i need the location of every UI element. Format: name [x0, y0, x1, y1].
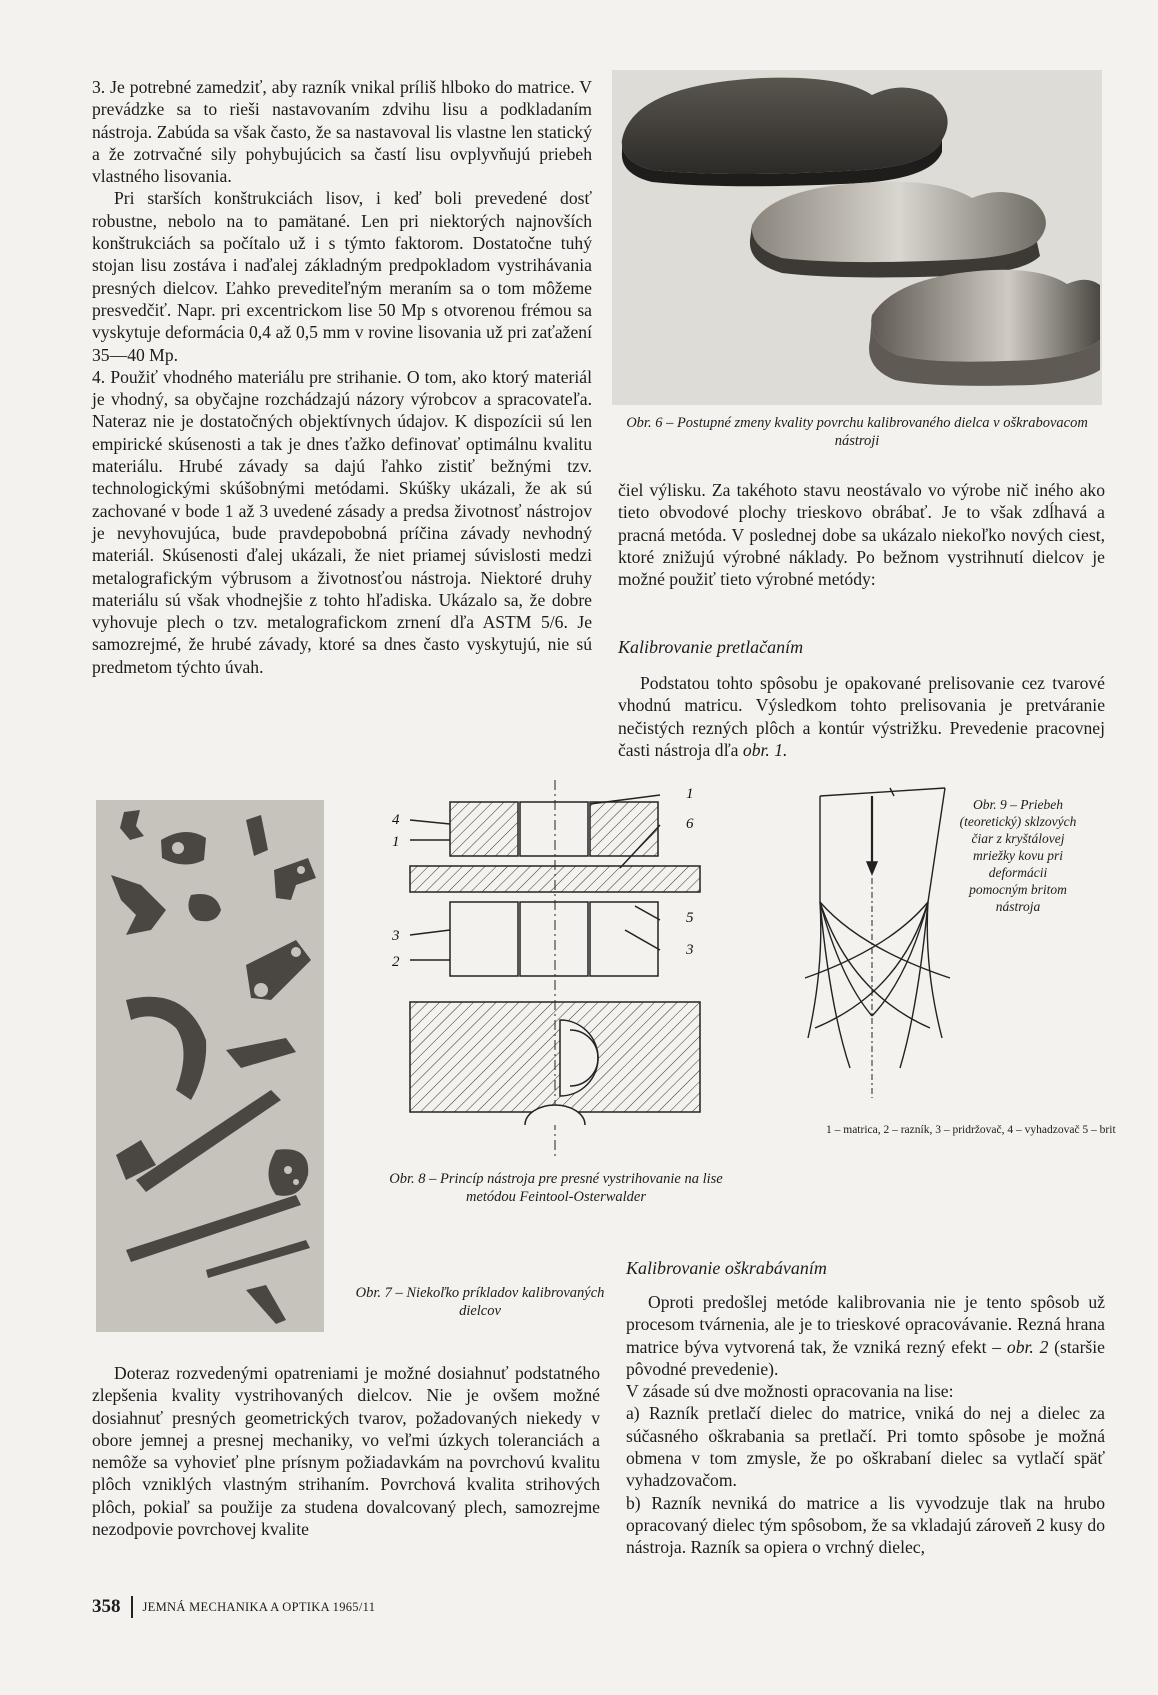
- fig8-label-1a: 1: [392, 834, 400, 850]
- footer-divider: [131, 1596, 133, 1618]
- fig8-label-4: 4: [392, 812, 400, 828]
- figure-7-label: Obr. 7 –: [355, 1285, 403, 1301]
- figure-8-caption: [386, 1170, 726, 1206]
- fig8-label-6: 6: [686, 816, 694, 832]
- figure-8-diagram: [390, 780, 720, 1160]
- left-column-text: [92, 76, 592, 678]
- heading-kalibrovanie-oskrabavanim: Kalibrovanie oškrabávaním: [626, 1258, 827, 1278]
- obr1-reference: obr. 1.: [742, 739, 788, 760]
- heading-kalibrovanie-pretlacanim: Kalibrovanie pretlačaním: [618, 637, 804, 657]
- obr2-reference: obr. 2: [1006, 1336, 1049, 1357]
- right-column-lower: [626, 1291, 1105, 1559]
- figure-6-label: Obr. 6 –: [626, 415, 674, 431]
- left-column-bottom: [92, 1362, 600, 1540]
- figure-8-caption-text: Princíp nástroja pre presné vystrihovanie na lise metódou Feintool-Osterwalder: [440, 1171, 723, 1205]
- figure-6-photo: [612, 70, 1102, 405]
- figure-7-photo: [96, 800, 324, 1332]
- paragraph-pretlacanie: [618, 672, 1105, 761]
- paragraph-oskrabavanie: [626, 1291, 1105, 1380]
- pretlacanie-text: Podstatou tohto spôsobu je opakované prelisovanie cez tvarové vhodnú matricu. Výsledkom tohto prelisovania je pretváranie nečistých rezných plôch a kontúr výstrižku. Prevedenie pracovnej časti nástroja dľa: [618, 673, 1105, 760]
- journal-name: JEMNÁ MECHANIKA A OPTIKA 1965/11: [142, 1599, 376, 1614]
- paragraph-option-a: a) Razník pretlačí dielec do matrice, vniká do nej a dielec za súčasného oškrabania sa pretlačí. Pri tomto spôsobe je možná obmena v tom zmysle, že po oškrabaní dielec sa vytlačí späť vyhadzovačom.: [626, 1403, 1105, 1491]
- figure-6-caption: [612, 414, 1102, 450]
- fig8-label-2: 2: [392, 954, 400, 970]
- figure-9-caption-text: Priebeh (teoretický) sklzových čiar z kryštálovej mriežky kovu pri deformácii pomocným britom nástroja: [959, 797, 1077, 914]
- page-number: 358: [92, 1596, 121, 1617]
- paragraph-point-4: 4. Použiť vhodného materiálu pre strihanie. O tom, ako ktorý materiál je vhodný, sa obyčajne rozchádzajú názory výrobcov a spracovateľa. Nateraz nie je dostatočných objektívnych údajov. K dispozícii sú len empirické skúsenosti a tak je dnes ťažko definovať optimálnu kvalitu materiálu. Hrubé závady sa dajú ľahko zistiť bežnými tzv. technologickými skúšobnými metódami. Skúšky ukázali, že ak sú zachované v bode 1 až 3 uvedené zásady a predsa životnosť nástrojov je nevyhovujúca, bude pravdepobobná príčina závady nevhodný materiál. Skúsenosti ďalej ukázali, že niet priamej súvislosti medzi metalografickým výbrusom a životnosťou nástroja. Niektoré druhy materiálu sú však vhodnejšie z tohto hľadiska. Ukázalo sa, že dobre vyhovuje plech o tzv. metalografickom zrnení dľa ASTM 5/6. Je samozrejmé, že hrubé závady, ktoré sa dnes často vyskytujú, nie sú predmetom týchto úvah.: [92, 366, 592, 677]
- figure-6-image: [612, 70, 1102, 405]
- page-footer: [92, 1596, 375, 1618]
- paragraph-possibilities: V zásade sú dve možnosti opracovania na lise:: [626, 1381, 954, 1402]
- figure-8-legend: 1 – matrica, 2 – razník, 3 – pridržovač, 4 – vyhadzovač 5 – brit: [826, 1124, 1116, 1136]
- fig8-label-1b: 1: [686, 786, 694, 802]
- paragraph-press-construction: Pri starších konštrukciách lisov, i keď boli prevedené dosť robustne, nebolo na to pamätané. Len pri niektorých najnovších konštrukciách sa počítalo už i s týmto faktorom. Dostatočne tuhý stojan lisu zostáva i naďalej základným predpokladom vystrihávania presných dielcov. Ľahko prevediteľným meraním sa o tom môžeme presvedčiť. Napr. pri excentrickom lise 50 Mp s otvorenou frémou sa vyskytuje deformácia 0,4 až 0,5 mm v rovine lisovania už pri zaťažení 35—40 Mp.: [92, 188, 592, 365]
- right-column-para1: [618, 672, 1105, 761]
- figure-7-caption: [350, 1284, 610, 1320]
- figure-9-label: Obr. 9 –: [972, 797, 1017, 812]
- figure-8-label: Obr. 8 –: [389, 1171, 437, 1187]
- fig8-label-5: 5: [686, 910, 694, 926]
- paragraph-conclusion: Doteraz rozvedenými opatreniami je možné dosiahnuť podstatného zlepšenia kvality vystrihovaných dielcov. Nie je ovšem možné dosiahnuť presných geometrických tvarov, požadovaných niekedy v obore jemnej a presnej mechaniky, vo veľmi úzkych toleranciách a nemôže sa vyhovieť plne prísnym požiadavkám na povrchovú kvalitu plôch vzniklých vlastným strihaním. Povrchová kvalita strihových plôch, pokiaľ sa použije za studena dovalcovaný plech, samozrejme nezodpovie povrchovej kvalite: [92, 1363, 600, 1540]
- paragraph-point-3: 3. Je potrebné zamedziť, aby razník vnikal príliš hlboko do matrice. V prevádzke sa to rieši nastavovaním zdvihu lisu a podkladaním nástroja. Zabúda sa však často, že sa nastavoval lis vlastne len statický a že zotrvačné sily pohybujúcich sa častí lisu ovplyvňujú priebeh vlastného lisovania.: [92, 77, 592, 187]
- figure-7-image: [96, 800, 324, 1332]
- figure-6-caption-text: Postupné zmeny kvality povrchu kalibrovaného dielca v oškrabovacom nástroji: [676, 415, 1088, 449]
- fig8-label-3b: 3: [686, 942, 694, 958]
- figure-9-diagram: [800, 778, 960, 1098]
- fig8-label-3a: 3: [392, 928, 400, 944]
- oskrabavanie-text: Oproti predošlej metóde kalibrovania nie je tento spôsob už procesom tvárnenia, ale je to trieskové opracovávanie. Rezná hrana matrice býva vytvorená tak, že vzniká rezný efekt –: [626, 1292, 1105, 1357]
- paragraph-option-b: b) Razník nevniká do matrice a lis vyvodzuje tlak na hrubo opracovaný dielec tým spôsobom, že sa vkladajú zároveň 2 kusy do nástroja. Razník sa opiera o vrchný dielec,: [626, 1492, 1105, 1558]
- right-column-intro: [618, 479, 1105, 590]
- figure-7-caption-text: Niekoľko príkladov kalibrovaných dielcov: [406, 1285, 605, 1319]
- figure-9-caption: [958, 796, 1078, 915]
- oskrabavanie-text-end: (staršie pôvodné prevedenie).: [626, 1336, 1105, 1379]
- paragraph-intro: čiel výlisku. Za takéhoto stavu neostávalo vo výrobe nič iného ako tieto obvodové plochy trieskovo obrábať. Je to však zdĺhavá a pracná metóda. V poslednej dobe sa ukázalo niekoľko nových ciest, ktoré znižujú výrobné náklady. Po bežnom vystrihnutí dielcov je možné použiť tieto výrobné metódy:: [618, 480, 1105, 590]
